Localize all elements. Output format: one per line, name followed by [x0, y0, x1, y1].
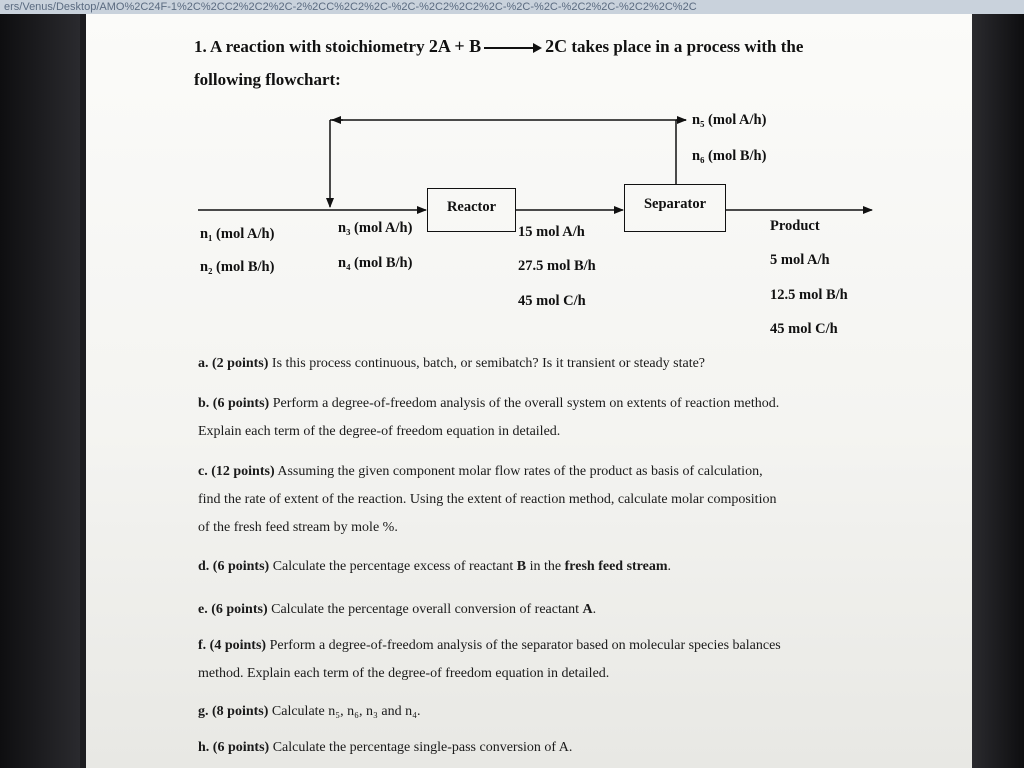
reaction-reactants: 2A + B [428, 36, 482, 56]
reactor-feed-n3-label: n₃ (mol A/h) [338, 220, 413, 236]
part-d-text: Calculate the percentage excess of reactant [269, 559, 517, 574]
monitor-bezel-right [972, 14, 1024, 768]
reactor-label: Reactor [446, 199, 497, 215]
question-line-2: following flowchart: [194, 70, 341, 89]
part-e-end: . [592, 602, 597, 617]
address-bar: ers/Venus/Desktop/AMO%2C24F-1%2C%2CC2%2C2%2C-2%2CC%2C2%2C-%2C-%2C2%2C2%2C-%2C-%2C-%2C2%2C-%2C2%2C%2C [0, 0, 1024, 14]
part-d-mid: in the [526, 559, 565, 574]
part-e-text: Calculate the percentage overall conversion of reactant [267, 602, 583, 617]
part-f-text: Perform a degree-of-freedom analysis of the separator based on molecular species balances [266, 638, 781, 653]
part-d-fresh-feed: fresh feed stream [564, 559, 668, 574]
recycle-n6-label: n₆ (mol B/h) [692, 148, 767, 164]
document-page [86, 14, 972, 768]
part-h-label: h. (6 points) [198, 740, 270, 755]
part-f [198, 638, 781, 682]
part-h [198, 740, 572, 756]
recycle-n5-label: n₅ (mol A/h) [692, 112, 767, 128]
part-g-label: g. (8 points) [198, 704, 269, 719]
reaction-products: 2C [545, 36, 568, 56]
part-b [198, 396, 779, 440]
part-a-label: a. (2 points) [198, 356, 269, 371]
separator-box [624, 184, 726, 232]
part-c [198, 464, 776, 536]
question-prefix: 1. A reaction with stoichiometry [194, 37, 429, 56]
part-f-text-2: method. Explain each term of the degree-of freedom equation in detailed. [198, 666, 610, 681]
part-b-text: Perform a degree-of-freedom analysis of the overall system on extents of reaction method. [269, 396, 780, 411]
part-d [198, 559, 671, 575]
reactor-feed-n4-label: n₄ (mol B/h) [338, 255, 413, 271]
product-title: Product [770, 218, 820, 234]
part-a-text: Is this process continuous, batch, or semibatch? Is it transient or steady state? [268, 356, 706, 371]
part-d-reactant-b: B [516, 559, 527, 574]
part-e [198, 602, 596, 618]
monitor-bezel-left [0, 14, 80, 768]
part-c-text: Assuming the given component molar flow rates of the product as basis of calculation, [274, 464, 763, 479]
product-stream-b: 12.5 mol B/h [770, 287, 848, 303]
part-g [198, 704, 421, 720]
part-c-text-2: find the rate of extent of the reaction. Using the extent of reaction method, calculate molar composition [198, 492, 777, 507]
fresh-feed-n1-label: n₁ (mol A/h) [200, 226, 275, 242]
question-suffix: takes place in a process with the [567, 37, 804, 56]
part-h-text: Calculate the percentage single-pass conversion of A. [269, 740, 573, 755]
reactor-outlet-c: 45 mol C/h [518, 293, 586, 309]
reactor-outlet-a: 15 mol A/h [518, 224, 585, 240]
part-c-text-3: of the fresh feed stream by mole %. [198, 520, 398, 535]
part-a [198, 356, 705, 372]
part-g-text: Calculate n₅, n₆, n₃ and n₄. [268, 704, 421, 719]
reactor-box [427, 188, 516, 232]
product-stream-a: 5 mol A/h [770, 252, 830, 268]
product-stream-c: 45 mol C/h [770, 321, 838, 337]
separator-label: Separator [643, 196, 706, 212]
part-e-reactant-a: A [582, 602, 593, 617]
reactor-outlet-b: 27.5 mol B/h [518, 258, 596, 274]
part-c-label: c. (12 points) [198, 464, 275, 479]
part-e-label: e. (6 points) [198, 602, 268, 617]
part-d-end: . [667, 559, 672, 574]
part-b-label: b. (6 points) [198, 396, 270, 411]
part-f-label: f. (4 points) [198, 638, 267, 653]
part-d-label: d. (6 points) [198, 559, 270, 574]
fresh-feed-n2-label: n₂ (mol B/h) [200, 259, 275, 275]
part-b-text-2: Explain each term of the degree-of freedom equation in detailed. [198, 424, 561, 439]
